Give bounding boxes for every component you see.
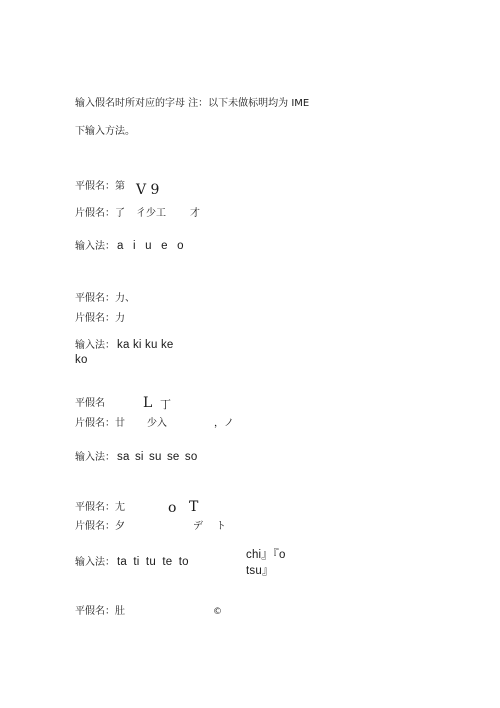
ta-row-katakana-label: 片假名：夕 (75, 521, 125, 532)
na-row-hiragana-glyph-1: © (213, 607, 222, 617)
ka-row-input-value-line-2: ko (75, 354, 88, 366)
sa-row-hiragana-label: 平假名 (75, 398, 105, 409)
ka-row-hiragana-label: 平假名：力、 (75, 293, 135, 304)
ka-row-input-label: 输入法： (75, 340, 115, 351)
ta-row-hiragana-label: 平假名：尢 (75, 502, 125, 513)
sa-row-katakana-label: 片假名：廿 (75, 418, 125, 429)
sa-row-input-label: 输入法： (75, 452, 115, 463)
a-row-katakana-glyph-2: 才 (190, 208, 200, 219)
a-row-hiragana-label: 平假名：第 (75, 181, 125, 192)
ta-row-input-value: ta ti tu te to (117, 556, 189, 568)
a-row-katakana-glyph-1: 彳少工 (136, 208, 166, 219)
ka-row-input-value-line-1: ka ki ku ke (117, 339, 174, 351)
a-row-input-value: a i u e o (117, 240, 184, 252)
ta-row-note-line-1: chi』『o (246, 549, 286, 561)
sa-row-katakana-glyph-1: 少入 (147, 418, 167, 429)
sa-row-hiragana-glyph-2: 丁 (160, 398, 171, 411)
a-row-hiragana-glyphs: V 9 (136, 182, 160, 198)
ta-row-katakana-glyph-1: デ (193, 521, 203, 532)
intro-line-1: 输入假名时所对应的字母 注：以下未做标明均为 IME (75, 98, 310, 109)
sa-row-katakana-glyph-2: ，ノ (214, 418, 234, 429)
ta-row-hiragana-glyph-1: o (168, 500, 177, 516)
na-row-hiragana-label: 平假名：肚 (75, 606, 125, 617)
a-row-input-label: 输入法： (75, 241, 115, 252)
ta-row-note-line-2: tsu』 (246, 565, 274, 577)
a-row-katakana-label: 片假名：了 (75, 208, 125, 219)
ta-row-input-label: 输入法： (75, 557, 115, 568)
ta-row-hiragana-glyph-2: T (189, 499, 199, 515)
sa-row-input-value: sa si su se so (117, 451, 198, 463)
sa-row-hiragana-glyph-1: L (143, 395, 153, 411)
intro-line-2: 下输入方法。 (75, 126, 135, 137)
ta-row-katakana-glyph-2: ト (216, 521, 226, 532)
ka-row-katakana-label: 片假名：力 (75, 313, 125, 324)
